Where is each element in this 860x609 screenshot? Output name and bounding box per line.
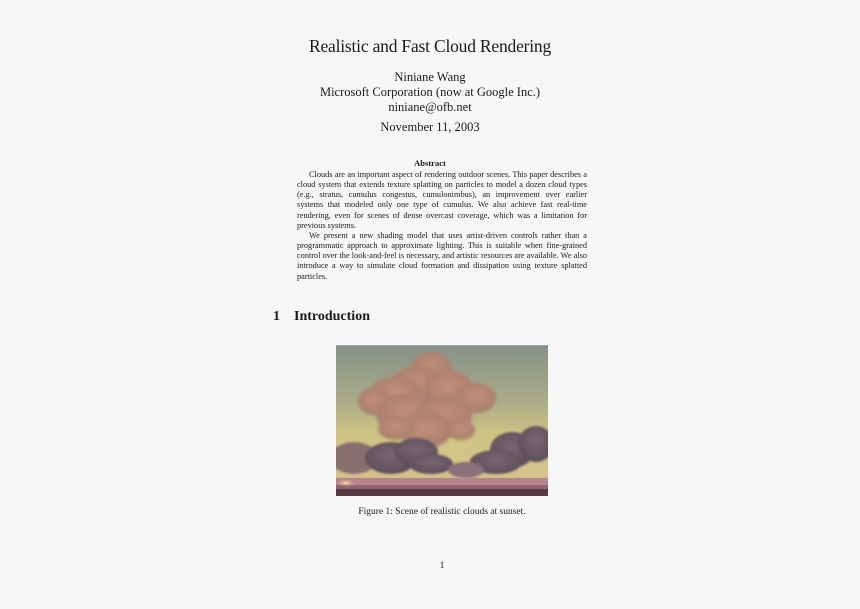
paper-title: Realistic and Fast Cloud Rendering [308, 36, 552, 56]
paper-date: November 11, 2003 [380, 120, 480, 134]
author-affiliation: Microsoft Corporation (now at Google Inc.) [319, 85, 541, 99]
section-number: 1 [273, 309, 280, 324]
abstract-paragraph: Clouds are an important aspect of rendering outdoor scenes. This paper describes a cloud system that extends texture splatting on particles to model a dozen cloud types (e.g., stratus, cumulus congestus, cumulonimbus), an improvement over earlier systems that modeled only one type of cumulus. We also achieve fast real-time rendering, even for scenes of dense overcast coverage, which was a limitation for previous systems. [297, 170, 587, 230]
cloud-sunset-image [336, 346, 548, 496]
abstract-body [297, 170, 587, 282]
section-heading [273, 309, 370, 325]
abstract-paragraph: We present a new shading model that uses artist-driven controls rather than a programmatic approach to approximate lighting. This is suitable when fine-grained control over the look-and-feel is necessary, and artistic resources are available. We also introduce a way to simulate cloud formation and dissipation using texture splatted particles. [297, 230, 587, 281]
page-number: 1 [439, 561, 445, 571]
section-title: Introduction [294, 309, 370, 324]
figure-caption: Figure 1: Scene of realistic clouds at sunset. [358, 507, 526, 517]
abstract-heading: Abstract [414, 158, 446, 168]
figure-image [336, 345, 548, 496]
author-email: niniane@ofb.net [388, 100, 472, 114]
author-block [0, 70, 860, 115]
author-name: Niniane Wang [394, 70, 466, 84]
